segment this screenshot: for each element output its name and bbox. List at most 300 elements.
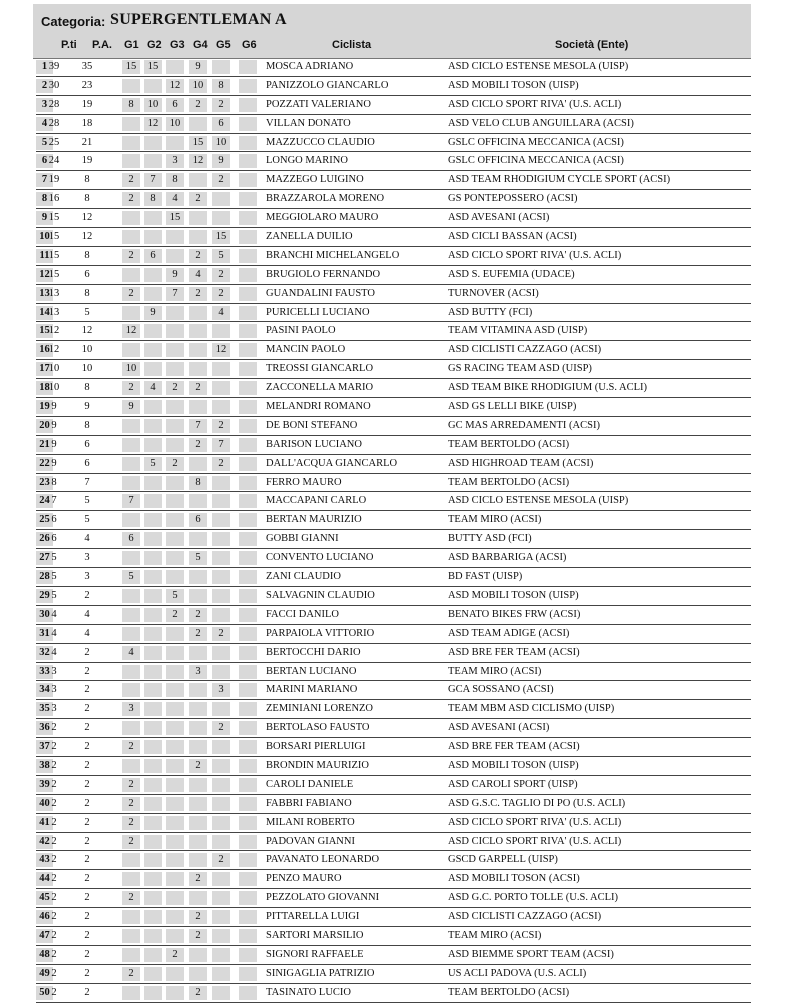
g6-cell [239, 929, 257, 943]
pa-cell: 7 [84, 476, 90, 488]
g4-cell [189, 948, 207, 962]
g5-cell [212, 740, 230, 754]
g1-cell [122, 608, 140, 622]
points-cell: 2 [51, 835, 57, 847]
g3-cell [166, 778, 184, 792]
g3-cell: 2 [166, 948, 184, 962]
g6-cell [239, 740, 257, 754]
g1-cell [122, 853, 140, 867]
g3-cell: 3 [166, 154, 184, 168]
rank-cell: 37 [36, 740, 53, 754]
cyclist-name: MEGGIOLARO MAURO [266, 212, 379, 224]
col-header-points: P.ti [61, 39, 77, 51]
cyclist-name: ZACCONELLA MARIO [266, 382, 374, 394]
g1-cell [122, 476, 140, 490]
team-name: BUTTY ASD (FCI) [448, 533, 532, 545]
rank-cell: 1 [36, 60, 53, 74]
g6-cell [239, 570, 257, 584]
cyclist-name: LONGO MARINO [266, 155, 348, 167]
g1-cell [122, 910, 140, 924]
rank-cell: 5 [36, 136, 53, 150]
table-row [36, 927, 751, 946]
g2-cell [144, 419, 162, 433]
g2-cell [144, 494, 162, 508]
g4-cell: 5 [189, 551, 207, 565]
g2-cell [144, 136, 162, 150]
g4-cell: 9 [189, 60, 207, 74]
pa-cell: 8 [84, 249, 90, 261]
pa-cell: 19 [81, 98, 93, 110]
g4-cell: 10 [189, 79, 207, 93]
rank-cell: 4 [36, 117, 53, 131]
table-row [36, 134, 751, 153]
rank-cell: 10 [36, 230, 53, 244]
rank-cell: 20 [36, 419, 53, 433]
g1-cell: 3 [122, 702, 140, 716]
g5-cell: 2 [212, 853, 230, 867]
pa-cell: 2 [84, 665, 90, 677]
g4-cell: 4 [189, 268, 207, 282]
g1-cell [122, 948, 140, 962]
g3-cell [166, 324, 184, 338]
points-cell: 13 [48, 287, 60, 299]
g5-cell [212, 967, 230, 981]
rank-cell: 47 [36, 929, 53, 943]
team-name: ASD CICLO SPORT RIVA' (U.S. ACLI) [448, 249, 622, 261]
cyclist-name: PADOVAN GIANNI [266, 835, 355, 847]
table-row [36, 606, 751, 625]
team-name: TEAM MIRO (ACSI) [448, 665, 542, 677]
g5-cell: 2 [212, 419, 230, 433]
points-cell: 25 [48, 136, 60, 148]
g4-cell [189, 721, 207, 735]
g3-cell [166, 740, 184, 754]
team-name: TEAM MBM ASD CICLISMO (UISP) [448, 703, 615, 715]
points-cell: 2 [51, 854, 57, 866]
rank-cell: 48 [36, 948, 53, 962]
g5-cell: 5 [212, 249, 230, 263]
pa-cell: 2 [84, 646, 90, 658]
g4-cell [189, 457, 207, 471]
g5-cell: 2 [212, 721, 230, 735]
g2-cell [144, 324, 162, 338]
table-row [36, 398, 751, 417]
g2-cell [144, 79, 162, 93]
g1-cell: 2 [122, 778, 140, 792]
g2-cell: 8 [144, 192, 162, 206]
team-name: ASD TEAM RHODIGIUM CYCLE SPORT (ACSI) [448, 174, 671, 186]
points-cell: 2 [51, 778, 57, 790]
g3-cell: 8 [166, 173, 184, 187]
cyclist-name: GUANDALINI FAUSTO [266, 287, 375, 299]
g5-cell [212, 759, 230, 773]
g4-cell [189, 797, 207, 811]
cyclist-name: DALL'ACQUA GIANCARLO [266, 457, 398, 469]
team-name: US ACLI PADOVA (U.S. ACLI) [448, 967, 587, 979]
cyclist-name: FABBRI FABIANO [266, 797, 352, 809]
g6-cell [239, 476, 257, 490]
g6-cell [239, 532, 257, 546]
g3-cell [166, 872, 184, 886]
points-cell: 15 [48, 231, 60, 243]
col-header-cyclist: Ciclista [332, 39, 372, 51]
g2-cell: 9 [144, 306, 162, 320]
cyclist-name: FERRO MAURO [266, 476, 342, 488]
rank-cell: 41 [36, 816, 53, 830]
team-name: ASD BRE FER TEAM (ACSI) [448, 646, 580, 658]
g6-cell [239, 778, 257, 792]
g2-cell: 7 [144, 173, 162, 187]
g2-cell: 10 [144, 98, 162, 112]
g4-cell [189, 646, 207, 660]
g2-cell [144, 400, 162, 414]
g2-cell [144, 948, 162, 962]
rank-cell: 33 [36, 665, 53, 679]
g1-cell [122, 154, 140, 168]
cyclist-name: GOBBI GIANNI [266, 533, 339, 545]
pa-cell: 2 [84, 589, 90, 601]
g1-cell: 2 [122, 192, 140, 206]
points-cell: 15 [48, 249, 60, 261]
g4-cell [189, 230, 207, 244]
g5-cell [212, 665, 230, 679]
team-name: ASD BRE FER TEAM (ACSI) [448, 741, 580, 753]
g6-cell [239, 513, 257, 527]
rank-cell: 29 [36, 589, 53, 603]
g2-cell [144, 853, 162, 867]
cyclist-name: BERTAN MAURIZIO [266, 514, 362, 526]
team-name: ASD CICLO SPORT RIVA' (U.S. ACLI) [448, 816, 622, 828]
cyclist-name: VILLAN DONATO [266, 117, 351, 129]
g6-cell [239, 438, 257, 452]
pa-cell: 5 [84, 514, 90, 526]
team-name: ASD AVESANI (ACSI) [448, 212, 550, 224]
g4-cell: 2 [189, 438, 207, 452]
pa-cell: 2 [84, 778, 90, 790]
col-header-g2: G2 [147, 39, 162, 51]
rank-cell: 46 [36, 910, 53, 924]
table-row [36, 77, 751, 96]
table-row [36, 474, 751, 493]
rank-cell: 18 [36, 381, 53, 395]
g1-cell: 9 [122, 400, 140, 414]
g5-cell: 10 [212, 136, 230, 150]
pa-cell: 2 [84, 722, 90, 734]
team-name: ASD TEAM ADIGE (ACSI) [448, 627, 570, 639]
points-cell: 2 [51, 797, 57, 809]
g3-cell [166, 665, 184, 679]
g4-cell: 15 [189, 136, 207, 150]
g5-cell: 9 [212, 154, 230, 168]
g6-cell [239, 853, 257, 867]
table-row [36, 530, 751, 549]
table-row [36, 757, 751, 776]
g5-cell [212, 778, 230, 792]
points-cell: 3 [51, 665, 57, 677]
g2-cell [144, 627, 162, 641]
g5-cell: 12 [212, 343, 230, 357]
g4-cell: 2 [189, 627, 207, 641]
rank-cell: 22 [36, 457, 53, 471]
points-cell: 3 [51, 684, 57, 696]
category-name: SUPERGENTLEMAN A [110, 11, 287, 28]
g5-cell: 4 [212, 306, 230, 320]
g2-cell [144, 740, 162, 754]
g6-cell [239, 608, 257, 622]
g1-cell [122, 230, 140, 244]
team-name: ASD GS LELLI BIKE (UISP) [448, 401, 577, 413]
team-name: GSLC OFFICINA MECCANICA (ACSI) [448, 136, 624, 148]
g1-cell: 15 [122, 60, 140, 74]
g4-cell: 12 [189, 154, 207, 168]
team-name: TEAM BERTOLDO (ACSI) [448, 476, 570, 488]
g1-cell: 2 [122, 740, 140, 754]
cyclist-name: PASINI PAOLO [266, 325, 336, 337]
points-cell: 9 [51, 419, 57, 431]
g2-cell: 5 [144, 457, 162, 471]
points-cell: 9 [51, 438, 57, 450]
g3-cell [166, 570, 184, 584]
table-row [36, 549, 751, 568]
table-row [36, 455, 751, 474]
g1-cell [122, 513, 140, 527]
rank-cell: 44 [36, 872, 53, 886]
g5-cell [212, 986, 230, 1000]
g4-cell [189, 778, 207, 792]
rank-cell: 26 [36, 532, 53, 546]
points-cell: 5 [51, 571, 57, 583]
g2-cell [144, 891, 162, 905]
pa-cell: 2 [84, 892, 90, 904]
pa-cell: 5 [84, 495, 90, 507]
g6-cell [239, 551, 257, 565]
g5-cell [212, 910, 230, 924]
g6-cell [239, 173, 257, 187]
g2-cell [144, 872, 162, 886]
g3-cell [166, 230, 184, 244]
points-cell: 5 [51, 552, 57, 564]
g6-cell [239, 627, 257, 641]
team-name: ASD G.S.C. TAGLIO DI PO (U.S. ACLI) [448, 797, 626, 809]
team-name: ASD CICLISTI CAZZAGO (ACSI) [448, 344, 602, 356]
g5-cell [212, 872, 230, 886]
g5-cell [212, 589, 230, 603]
table-row [36, 511, 751, 530]
g3-cell [166, 853, 184, 867]
points-cell: 2 [51, 948, 57, 960]
g6-cell [239, 702, 257, 716]
rank-cell: 21 [36, 438, 53, 452]
g2-cell [144, 570, 162, 584]
points-cell: 16 [48, 193, 60, 205]
g4-cell [189, 740, 207, 754]
g4-cell: 2 [189, 287, 207, 301]
g4-cell: 2 [189, 929, 207, 943]
rank-cell: 2 [36, 79, 53, 93]
rank-cell: 14 [36, 306, 53, 320]
table-row [36, 115, 751, 134]
g2-cell [144, 759, 162, 773]
g3-cell: 2 [166, 457, 184, 471]
points-cell: 9 [51, 457, 57, 469]
team-name: GS PONTEPOSSERO (ACSI) [448, 193, 578, 205]
g3-cell [166, 438, 184, 452]
g6-cell [239, 268, 257, 282]
cyclist-name: PAVANATO LEONARDO [266, 854, 380, 866]
g6-cell [239, 60, 257, 74]
rank-cell: 30 [36, 608, 53, 622]
g5-cell: 8 [212, 79, 230, 93]
team-name: ASD TEAM BIKE RHODIGIUM (U.S. ACLI) [448, 382, 648, 394]
g6-cell [239, 98, 257, 112]
team-name: TEAM BERTOLDO (ACSI) [448, 438, 570, 450]
cyclist-name: MACCAPANI CARLO [266, 495, 367, 507]
g3-cell: 10 [166, 117, 184, 131]
points-cell: 28 [48, 117, 60, 129]
team-name: TEAM VITAMINA ASD (UISP) [448, 325, 588, 337]
team-name: BD FAST (UISP) [448, 571, 523, 583]
table-row [36, 247, 751, 266]
g4-cell [189, 400, 207, 414]
g3-cell [166, 494, 184, 508]
col-header-team: Società (Ente) [555, 39, 629, 51]
cyclist-name: SIGNORI RAFFAELE [266, 948, 364, 960]
col-header-g4: G4 [193, 39, 208, 51]
g1-cell: 2 [122, 381, 140, 395]
pa-cell: 2 [84, 797, 90, 809]
g2-cell [144, 665, 162, 679]
g2-cell [144, 287, 162, 301]
points-cell: 13 [48, 306, 60, 318]
g2-cell [144, 929, 162, 943]
g6-cell [239, 816, 257, 830]
cyclist-name: MANCIN PAOLO [266, 344, 346, 356]
g3-cell [166, 60, 184, 74]
g1-cell: 5 [122, 570, 140, 584]
pa-cell: 10 [81, 363, 93, 375]
cyclist-name: PANIZZOLO GIANCARLO [266, 79, 389, 91]
g6-cell [239, 835, 257, 849]
cyclist-name: TASINATO LUCIO [266, 986, 352, 998]
g1-cell [122, 211, 140, 225]
g4-cell [189, 967, 207, 981]
g5-cell: 2 [212, 98, 230, 112]
rank-cell: 42 [36, 835, 53, 849]
g4-cell: 2 [189, 192, 207, 206]
team-name: ASD VELO CLUB ANGUILLARA (ACSI) [448, 117, 634, 129]
g3-cell [166, 797, 184, 811]
g2-cell: 6 [144, 249, 162, 263]
table-row [36, 663, 751, 682]
g5-cell: 15 [212, 230, 230, 244]
rank-cell: 19 [36, 400, 53, 414]
table-row [36, 379, 751, 398]
cyclist-name: PEZZOLATO GIOVANNI [266, 892, 380, 904]
cyclist-name: BORSARI PIERLUIGI [266, 741, 366, 753]
table-row [36, 965, 751, 984]
pa-cell: 2 [84, 929, 90, 941]
g5-cell [212, 362, 230, 376]
table-row [36, 171, 751, 190]
g5-cell [212, 192, 230, 206]
pa-cell: 8 [84, 382, 90, 394]
g6-cell [239, 79, 257, 93]
table-row [36, 266, 751, 285]
pa-cell: 6 [84, 438, 90, 450]
g3-cell [166, 136, 184, 150]
g2-cell [144, 778, 162, 792]
g3-cell [166, 476, 184, 490]
pa-cell: 6 [84, 268, 90, 280]
g5-cell [212, 570, 230, 584]
pa-cell: 2 [84, 835, 90, 847]
pa-cell: 21 [81, 136, 93, 148]
g4-cell: 2 [189, 986, 207, 1000]
g2-cell [144, 438, 162, 452]
g4-cell [189, 362, 207, 376]
table-row [36, 681, 751, 700]
g5-cell: 6 [212, 117, 230, 131]
g3-cell: 4 [166, 192, 184, 206]
g6-cell [239, 910, 257, 924]
g3-cell [166, 646, 184, 660]
g1-cell [122, 306, 140, 320]
pa-cell: 2 [84, 911, 90, 923]
rank-cell: 31 [36, 627, 53, 641]
g5-cell [212, 702, 230, 716]
g5-cell [212, 646, 230, 660]
g5-cell: 2 [212, 173, 230, 187]
g6-cell [239, 646, 257, 660]
g4-cell: 6 [189, 513, 207, 527]
g1-cell [122, 136, 140, 150]
g1-cell [122, 343, 140, 357]
g2-cell [144, 608, 162, 622]
g6-cell [239, 117, 257, 131]
g5-cell [212, 608, 230, 622]
table-row [36, 889, 751, 908]
rank-cell: 25 [36, 513, 53, 527]
cyclist-name: CAROLI DANIELE [266, 778, 354, 790]
pa-cell: 3 [84, 552, 90, 564]
table-row [36, 795, 751, 814]
pa-cell: 35 [81, 61, 93, 72]
g1-cell [122, 117, 140, 131]
g4-cell [189, 306, 207, 320]
g1-cell: 6 [122, 532, 140, 546]
g4-cell [189, 173, 207, 187]
g3-cell [166, 419, 184, 433]
pa-cell: 8 [84, 174, 90, 186]
rank-cell: 38 [36, 759, 53, 773]
pa-cell: 2 [84, 873, 90, 885]
g1-cell: 2 [122, 797, 140, 811]
team-name: ASD CICLO ESTENSE MESOLA (UISP) [448, 61, 629, 72]
team-name: GSCD GARPELL (UISP) [448, 854, 558, 866]
g2-cell [144, 646, 162, 660]
g6-cell [239, 154, 257, 168]
rank-cell: 27 [36, 551, 53, 565]
table-row [36, 58, 751, 77]
points-cell: 24 [48, 155, 60, 167]
pa-cell: 18 [81, 117, 93, 129]
cyclist-name: PARPAIOLA VITTORIO [266, 627, 375, 639]
g2-cell [144, 362, 162, 376]
table-row [36, 209, 751, 228]
g2-cell [144, 835, 162, 849]
col-header-g1: G1 [124, 39, 139, 51]
g4-cell [189, 532, 207, 546]
